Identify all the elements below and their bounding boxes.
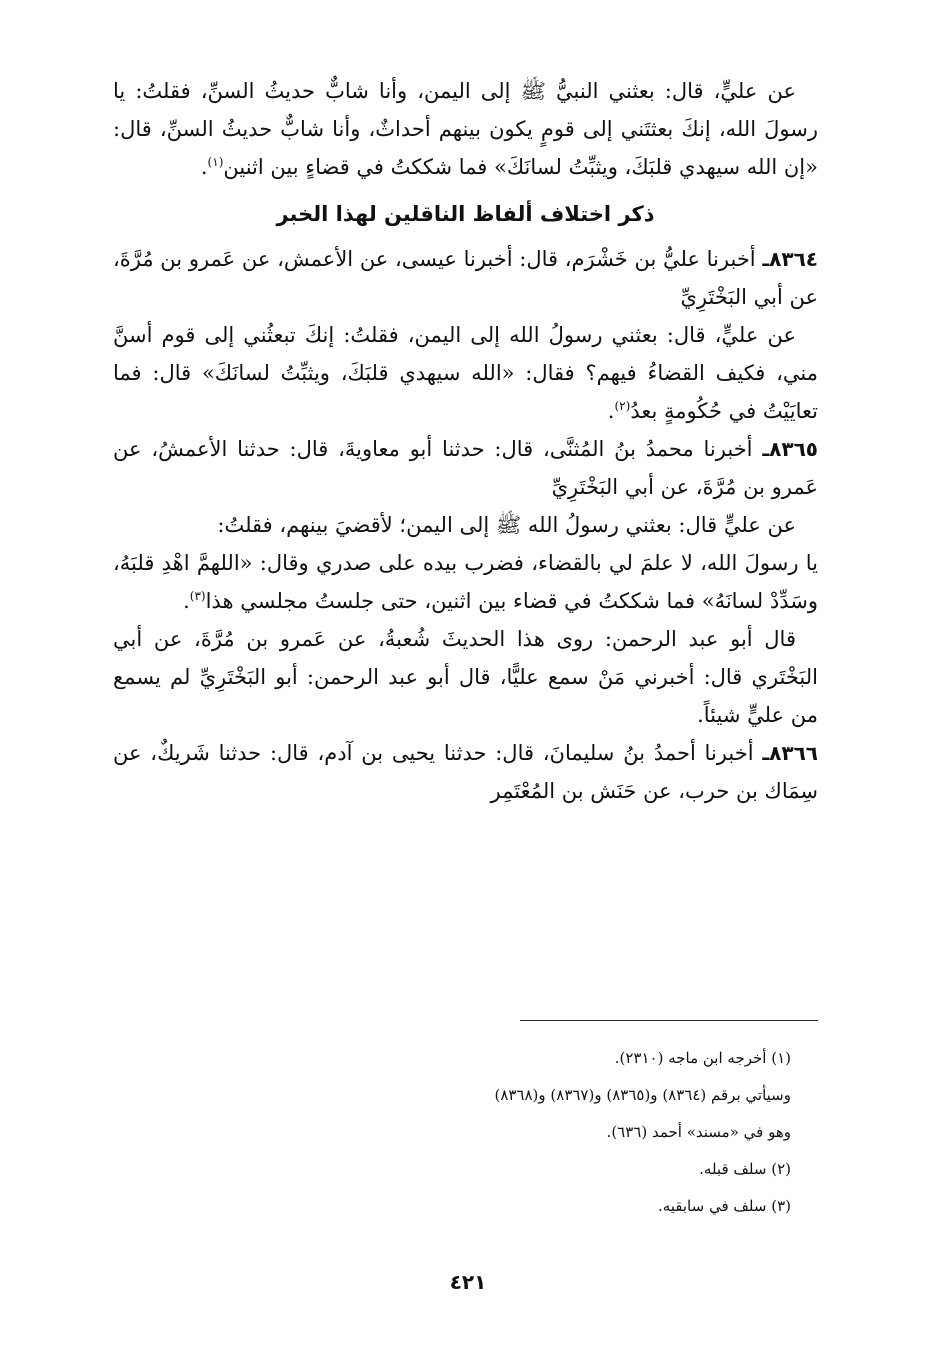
hadith-continuation	[113, 72, 818, 186]
hadith-text: عن عليٍّ، قال: بعثني رسولُ الله إلى اليمن، فقلتُ: إنكَ تبعثُني إلى قوم أسنَّ مني، فكيف القضاءُ فيهم؟ فقال: «الله سيهدي قلبَكَ، ويثبِّتُ لسانَكَ» قال: فما تعايَيْتُ في حُكُومةٍ بعدُ	[113, 323, 818, 423]
hadith-number: ٨٣٦٤ـ	[762, 247, 818, 271]
footnote-divider	[520, 1020, 818, 1021]
footnote-ref: (١)	[207, 155, 224, 169]
section-heading: ذكر اختلاف ألفاظ الناقلين لهذا الخبر	[276, 202, 655, 226]
isnad-text: أخبرنا أحمدُ بنُ سليمانَ، قال: حدثنا يحيى بن آدم، قال: حدثنا شَريكٌ، عن سِمَاك بن حرب، عن حَنَش بن المُعْتَمِر	[113, 741, 818, 803]
hadith-text: عن عليٍّ، قال: بعثني النبيُّ ﷺ إلى اليمن، وأنا شابٌّ حديثُ السنِّ، فقلتُ: يا رسولَ الله، إنكَ بعثتَني إلى قومٍ يكون بينهم أحداثٌ، وأنا شابٌّ حديثُ السنِّ، قال: «إن الله سيهدي قلبَكَ، ويثبِّتُ لسانَكَ» فما شككتُ في قضاءٍ بين اثنين	[113, 79, 818, 179]
isnad-text: أخبرنا عليُّ بن خَشْرَم، قال: أخبرنا عيسى، عن الأعمش، عن عَمرو بن مُرَّةَ، عن أبي البَخْتَرِيِّ	[113, 247, 818, 309]
main-text	[113, 72, 818, 810]
footnote-line: وهو في «مسند» أحمد (٦٣٦).	[606, 1123, 791, 1141]
hadith-text: عن عليٍّ قال: بعثني رسولُ الله ﷺ إلى اليمن؛ لأقضيَ بينهم، فقلتُ:	[217, 513, 796, 537]
footnote-ref: (٣)	[189, 589, 206, 603]
author-comment: قال أبو عبد الرحمن: روى هذا الحديثَ شُعبةُ، عن عَمرو بن مُرَّةَ، عن أبي البَخْتَري قال: أخبرني مَنْ سمع عليًّا، قال أبو عبد الرحمن: أبو البَخْتَرِيِّ لم يسمع من عليٍّ شيئاً.	[113, 627, 818, 727]
hadith-8364-isnad	[113, 240, 818, 316]
footnote-line: وسيأتي برقم (٨٣٦٤) و(٨٣٦٥) و(٨٣٦٧) و(٨٣٦٨)	[494, 1086, 791, 1104]
punctuation: .	[183, 589, 190, 613]
hadith-8365-matn-b	[113, 544, 818, 620]
hadith-8365-matn-a	[113, 506, 818, 544]
hadith-8365-isnad	[113, 430, 818, 506]
hadith-number: ٨٣٦٦ـ	[762, 741, 818, 765]
footnote-line: (١) أخرجه ابن ماجه (٢٣١٠).	[614, 1049, 791, 1067]
punctuation: .	[200, 155, 208, 179]
footnote-line: (٢) سلف قبله.	[699, 1160, 791, 1178]
hadith-number: ٨٣٦٥ـ	[762, 437, 818, 461]
page-number: ٤٢١	[449, 1270, 487, 1294]
hadith-text: يا رسولَ الله، لا علمَ لي بالقضاء، فضرب بيده على صدري وقال: «اللهمَّ اهْدِ قلبَهُ، وسَدِّدْ لسانَهُ» فما شككتُ في قضاء بين اثنين، حتى جلستُ مجلسي هذا	[113, 551, 818, 613]
footnote-line: (٣) سلف في سابقيه.	[657, 1197, 791, 1215]
hadith-8366-isnad	[113, 734, 818, 810]
footnote-ref: (٢)	[614, 399, 631, 413]
hadith-8364-matn	[113, 316, 818, 430]
punctuation: .	[607, 399, 615, 423]
footnotes	[171, 1040, 791, 1225]
isnad-text: أخبرنا محمدُ بنُ المُثنَّى، قال: حدثنا أبو معاويةَ، قال: حدثنا الأعمشُ، عن عَمرو بن مُرَّةَ، عن أبي البَخْتَرِيِّ	[113, 437, 818, 499]
